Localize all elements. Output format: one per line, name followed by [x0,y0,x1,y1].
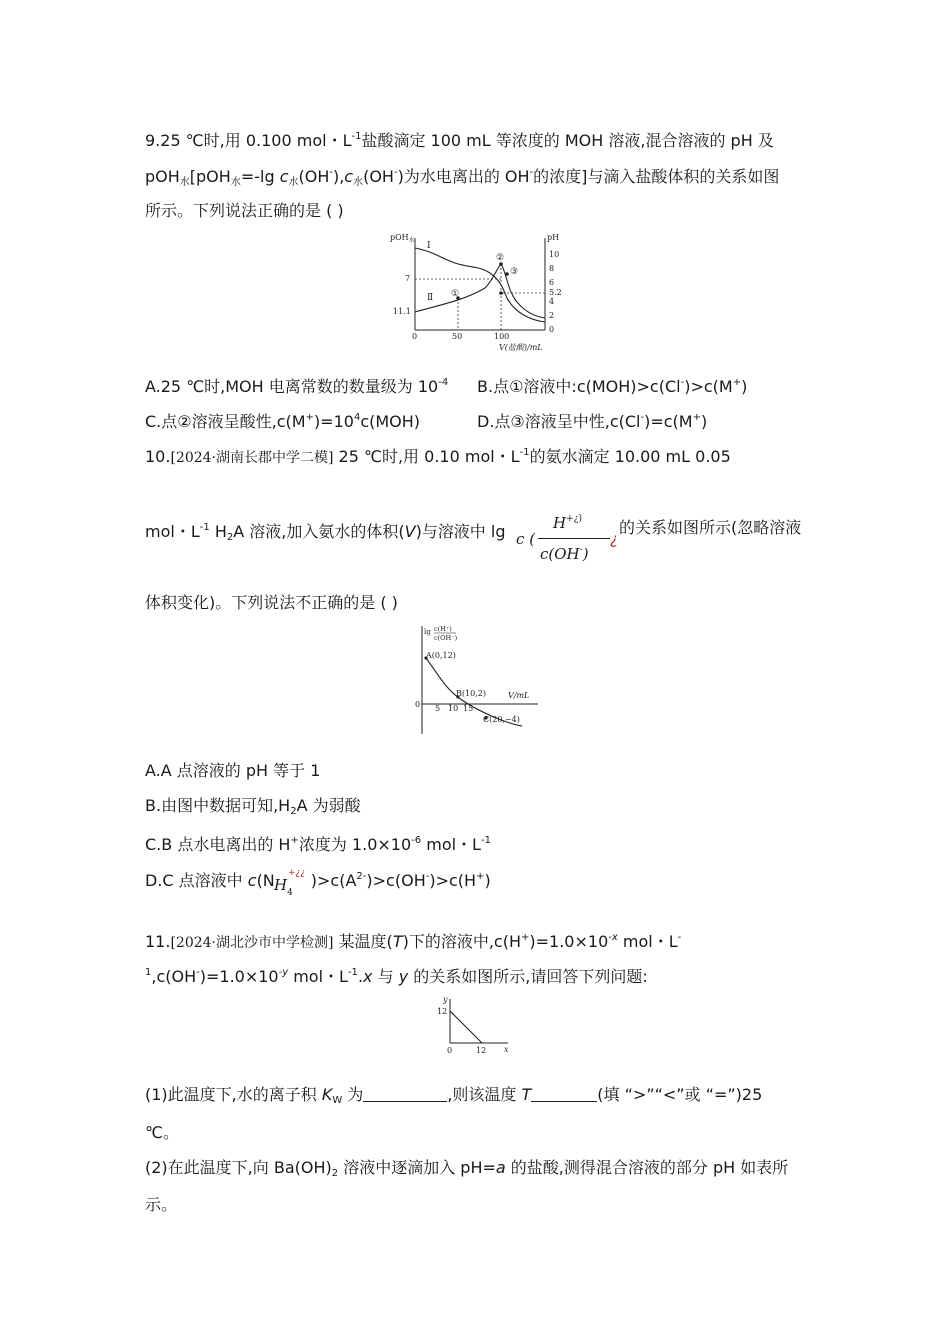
q9-stem-line3: 所示。下列说法正确的是 ( ) [145,201,344,220]
q9-point-label-3: ③ [510,267,519,277]
q11-x-tick-0: 0 [447,1046,453,1055]
q9-x-tick-100: 100 [494,332,510,341]
q11-blank-kw[interactable] [363,1085,447,1102]
q11-y-tick-12: 12 [437,1007,448,1016]
q9-y-right-label: pH [547,233,560,242]
q9-option-A: A.25 ℃时,MOH 电离常数的数量级为 $10^{-4}$ [145,377,449,396]
q9-x-tick-50: 50 [452,332,463,341]
q9-point-label-2: ② [496,253,505,263]
q11-stem-line1: 11.[2024·湖北沙市中学检测] 某温度(T)下的溶液中$,c(H^+)=1.0\times 10^{-x}$ mol・L- [145,932,682,951]
q10-y-label-lg: lg [424,628,431,636]
q10-option-B: B.由图中数据可知$,H_2A$ 为弱酸 [145,796,361,817]
q10-y-label-num: c(H⁺) [434,625,452,633]
q9-right-tick: 6 [549,278,555,287]
q10-option-C: C.B 点水电离出的 H+浓度为 $1.0\times 10^{-6}$ mol・$L^{-1}$ [145,835,491,854]
q11-y-axis-label: y [443,995,448,1004]
q11-x-axis-label: x [504,1045,509,1054]
q9-left-tick-11: 11.1 [393,307,411,316]
q9-option-D: D.点③溶液呈中性,c(Cl-)=c(M+) [477,412,708,431]
q11-part2-end: 示。 [145,1195,178,1214]
q11-figure [430,993,515,1058]
q9-right-tick: 8 [549,264,555,273]
q10-option-D-nh4-sup: +¿¿ [288,868,306,878]
q10-x-tick-5: 5 [435,704,441,713]
q9-point-3 [505,272,509,276]
q11-part2: (2)在此温度下,向 $Ba(OH)_2$ 溶液中逐滴加入 pH=a 的盐酸,测得混合溶液的部分 pH 如表所 [145,1158,789,1179]
q9-right-tick: 0 [549,325,555,334]
q9-curve-I [415,248,545,322]
q9-curve-II [415,264,545,318]
q9-y-left-label: pOH$_水$ [390,233,415,244]
q9-figure [385,228,570,356]
q10-x-tick-15: 15 [463,704,474,713]
q10-fraction-denominator: c(OH-) [540,545,589,563]
q11-part1-end: ℃。 [145,1123,179,1142]
q9-option-B: B.点①溶液中:c(MOH)>c(Cl-)>c(M+) [477,377,748,396]
q11-x-tick-12: 12 [476,1046,487,1055]
q10-stem-line2: mol・$L^{-1}$ $H_2A$ 溶液,加入氨水的体积(V)与溶液中 lg [145,522,506,543]
q10-figure [410,622,555,737]
q9-left-tick-7: 7 [405,274,411,283]
q9-curve-label-I: I [427,241,431,251]
q9-stem-line1: 9.25 ℃时,用 0.100 mol・$L^{-1}$盐酸滴定 100 mL 等浓度的 MOH 溶液,混合溶液的 pH 及 [145,131,774,150]
q10-fraction-numerator: H+¿) [553,514,582,532]
q10-fraction-tail: ¿ [610,530,618,548]
q10-label-C: C(20,−4) [483,715,520,724]
q10-fraction-bar [538,538,610,539]
q10-label-B: B(10,2) [456,689,486,698]
q9-stem-line2: pOH$_水$[pOH$_水$=-lg $c_水(OH^-),c_水(OH^-)$为水电离出的 OH-的浓度]与滴入盐酸体积的关系如图 [145,167,780,188]
q10-stem-line1: 10.[2024·湖南长郡中学二模] 25 ℃时,用 0.10 mol・$L^{-1}$的氨水滴定 10.00 mL 0.05 [145,447,731,466]
q10-option-D: D.C 点溶液中 c(N )$>c(A^{2-})>c(OH^-)>c(H^+)$ [145,871,491,890]
q9-right-tick: 5.2 [549,288,562,297]
q10-x-tick-10: 10 [448,704,459,713]
q9-point-label-1: ① [451,289,460,299]
q10-y-label-den: c(OH⁻) [434,634,458,642]
q9-right-tick: 2 [549,311,555,320]
q11-line [450,1011,482,1043]
q9-right-tick: 10 [549,250,560,259]
q10-fraction-prefix: c ( [516,530,536,548]
q9-x-label: V(盐酸)/mL [499,343,543,352]
q9-curve-label-II: Ⅱ [427,293,434,303]
q10-stem-line2-end: 的关系如图所示(忽略溶液 [619,518,802,537]
q10-option-D-nh4: $H_4$ [274,876,293,898]
q11-part1: (1)此温度下,水的离子积 $K_W$ 为 ,则该温度 T (填 “>”“<”或 “=”)25 [145,1085,763,1106]
q10-x-tick-0: 0 [415,700,421,709]
q11-blank-t[interactable] [531,1085,597,1102]
q9-option-C: C.点②溶液呈酸性$,c(M^+)=10^4c(MOH)$ [145,412,421,431]
q9-right-tick: 4 [549,297,555,306]
q10-option-A: A.A 点溶液的 pH 等于 1 [145,761,321,780]
q10-label-A: A(0,12) [426,651,456,660]
q9-x-tick-0: 0 [412,332,418,341]
q10-stem-line3: 体积变化)。下列说法不正确的是 ( ) [145,593,398,612]
q10-x-label: V/mL [508,691,530,700]
q11-stem-line2: $^1,c(OH^-)=1.0\times 10^{-y}$ mol・$L^{-1}.x$ 与 y 的关系如图所示,请回答下列问题: [145,967,648,986]
